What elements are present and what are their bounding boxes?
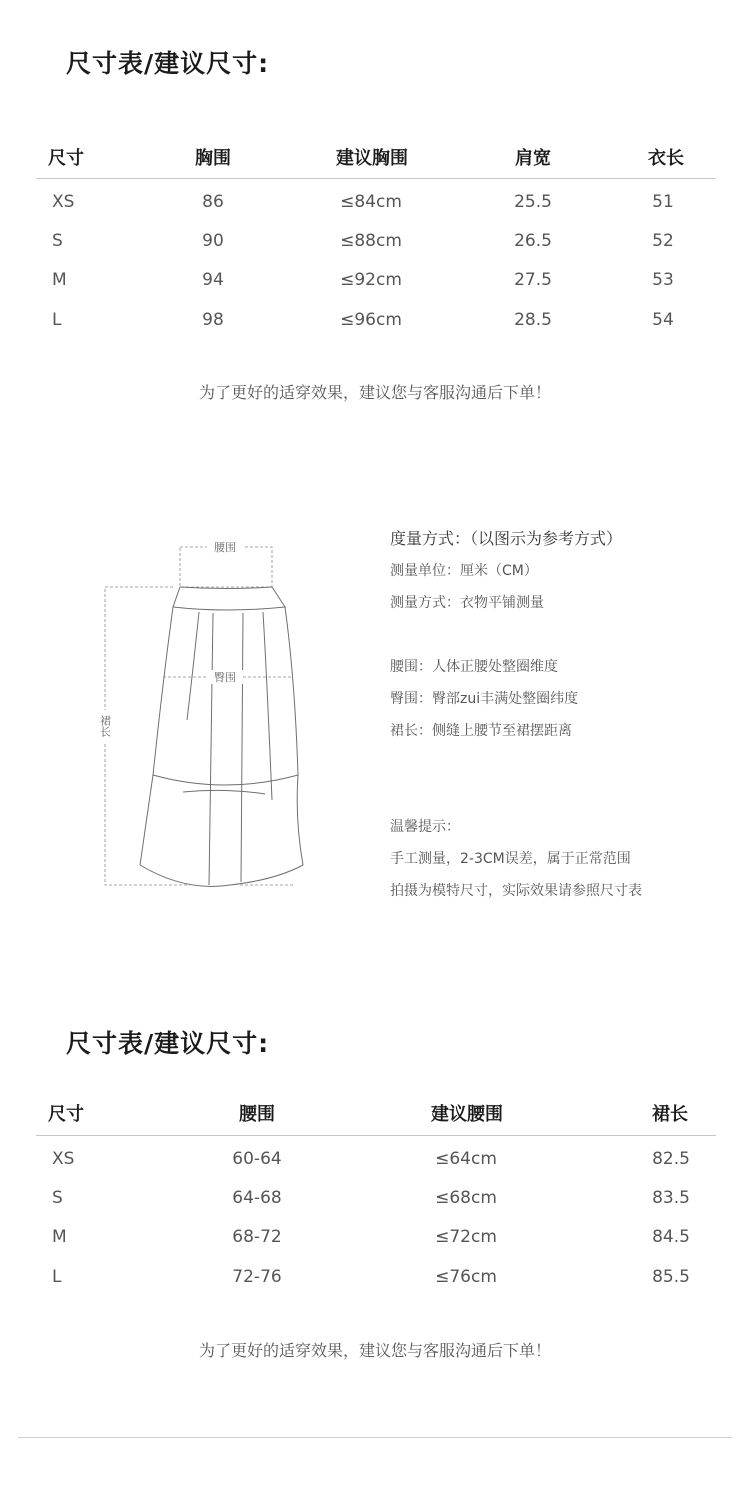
size-chart-title: 尺寸表/建议尺寸: xyxy=(66,49,270,78)
length-guide xyxy=(105,587,190,885)
cell-length: 52 xyxy=(652,231,674,251)
header-suggested-waist: 建议腰围 xyxy=(431,1104,503,1125)
cell-suggested-waist: ≤72cm xyxy=(435,1227,497,1247)
bottom-divider xyxy=(18,1437,732,1438)
cell-waist: 72-76 xyxy=(232,1267,282,1287)
cell-bust: 94 xyxy=(202,270,224,290)
header-size: 尺寸 xyxy=(48,1104,84,1125)
measure-heading: 度量方式：（以图示为参考方式） xyxy=(390,529,623,548)
tips-title: 温馨提示： xyxy=(390,819,460,835)
cell-skirt-length: 82.5 xyxy=(652,1149,690,1169)
cell-shoulder: 25.5 xyxy=(514,192,552,212)
cell-length: 54 xyxy=(652,310,674,330)
cell-size: M xyxy=(52,1227,67,1247)
measure-waist: 腰围：人体正腰处整圈维度 xyxy=(390,659,558,675)
skirt-outline xyxy=(140,587,303,886)
measure-unit: 测量单位：厘米（CM） xyxy=(390,563,538,579)
header-suggested-bust: 建议胸围 xyxy=(336,148,408,169)
header-length: 衣长 xyxy=(648,148,684,169)
cell-skirt-length: 83.5 xyxy=(652,1188,690,1208)
cell-skirt-length: 84.5 xyxy=(652,1227,690,1247)
cell-bust: 90 xyxy=(202,231,224,251)
cell-bust: 86 xyxy=(202,192,224,212)
cell-waist: 64-68 xyxy=(232,1188,282,1208)
size-chart-title-2: 尺寸表/建议尺寸: xyxy=(66,1029,270,1058)
header-skirt-length: 裙长 xyxy=(652,1104,688,1125)
measure-length: 裙长：侧缝上腰节至裙摆距离 xyxy=(390,723,572,739)
measure-hip: 臀围：臀部zui丰满处整圈纬度 xyxy=(390,691,579,707)
header-bust: 胸围 xyxy=(195,148,231,169)
length-label: 裙长 xyxy=(98,715,112,737)
cell-suggested-bust: ≤96cm xyxy=(340,310,402,330)
header-shoulder: 肩宽 xyxy=(515,148,551,169)
header-divider xyxy=(36,178,716,179)
cell-size: M xyxy=(52,270,67,290)
cell-suggested-bust: ≤88cm xyxy=(340,231,402,251)
fit-advice-note: 为了更好的适穿效果，建议您与客服沟通后下单！ xyxy=(198,383,551,402)
hip-label: 臀围 xyxy=(214,671,236,684)
cell-suggested-waist: ≤68cm xyxy=(435,1188,497,1208)
cell-length: 51 xyxy=(652,192,674,212)
header-divider xyxy=(36,1135,716,1136)
cell-waist: 60-64 xyxy=(232,1149,282,1169)
cell-suggested-bust: ≤84cm xyxy=(340,192,402,212)
cell-skirt-length: 85.5 xyxy=(652,1267,690,1287)
cell-suggested-waist: ≤64cm xyxy=(435,1149,497,1169)
tip-model: 拍摄为模特尺寸，实际效果请参照尺寸表 xyxy=(390,883,642,899)
cell-size: L xyxy=(52,1267,62,1287)
cell-shoulder: 27.5 xyxy=(514,270,552,290)
cell-size: XS xyxy=(52,192,75,212)
cell-bust: 98 xyxy=(202,310,224,330)
cell-size: S xyxy=(52,231,63,251)
cell-shoulder: 28.5 xyxy=(514,310,552,330)
cell-size: S xyxy=(52,1188,63,1208)
cell-waist: 68-72 xyxy=(232,1227,282,1247)
header-size: 尺寸 xyxy=(48,148,84,169)
tip-error: 手工测量，2-3CM误差，属于正常范围 xyxy=(390,851,631,867)
cell-suggested-waist: ≤76cm xyxy=(435,1267,497,1287)
cell-size: XS xyxy=(52,1149,75,1169)
fit-advice-note-2: 为了更好的适穿效果，建议您与客服沟通后下单！ xyxy=(198,1341,551,1360)
waist-label: 腰围 xyxy=(214,541,236,554)
cell-suggested-bust: ≤92cm xyxy=(340,270,402,290)
cell-size: L xyxy=(52,310,62,330)
cell-length: 53 xyxy=(652,270,674,290)
measure-method: 测量方式：衣物平铺测量 xyxy=(390,595,544,611)
cell-shoulder: 26.5 xyxy=(514,231,552,251)
header-waist: 腰围 xyxy=(239,1104,275,1125)
skirt-measurement-diagram xyxy=(95,530,315,900)
